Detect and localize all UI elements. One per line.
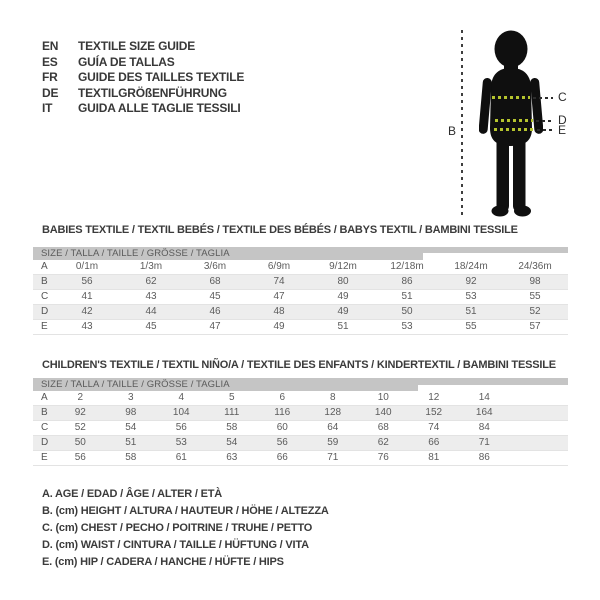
table-cell: 51 (401, 291, 413, 302)
waist-measure-line (495, 119, 533, 122)
babies-table-title: BABIES TEXTILE / TEXTIL BEBÉS / TEXTILE DES BÉBÉS / BABYS TEXTIL / BAMBINI TESSILE (42, 224, 518, 236)
children-table-title: CHILDREN'S TEXTILE / TEXTIL NIÑO/A / TEXTILE DES ENFANTS / KINDERTEXTIL / BAMBINI TESSILE (42, 359, 556, 371)
table-cell: 9/12m (329, 261, 357, 272)
language-text: GUÍA DE TALLAS (78, 54, 175, 69)
table-cell: 49 (273, 321, 285, 332)
table-cell: 71 (478, 437, 490, 448)
table-row-B (33, 275, 568, 290)
figure-label-e: E (558, 123, 566, 137)
language-code: IT (42, 101, 53, 115)
table-cell: 54 (125, 422, 137, 433)
table-cell: 45 (209, 291, 221, 302)
table-cell: 140 (374, 407, 392, 418)
table-cell: 92 (74, 407, 86, 418)
table-cell: 49 (337, 306, 349, 317)
table-cell: 53 (175, 437, 187, 448)
language-text: GUIDE DES TAILLES TEXTILE (78, 70, 245, 84)
table-cell: 18/24m (454, 261, 488, 272)
language-code: DE (42, 85, 59, 100)
row-label: C (41, 422, 49, 433)
language-row-en (42, 39, 244, 55)
table-cell: 92 (465, 276, 477, 287)
table-cell: 49 (337, 291, 349, 302)
table-cell: 58 (125, 452, 137, 463)
table-cell: 56 (175, 422, 187, 433)
table-cell: 66 (428, 437, 440, 448)
table-cell: 86 (478, 452, 490, 463)
table-cell: 50 (401, 306, 413, 317)
table-cell: 3 (127, 392, 134, 403)
table-cell: 55 (529, 291, 541, 302)
figure-label-d: D (558, 113, 567, 127)
table-cell: 80 (337, 276, 349, 287)
figure-label-b: B (448, 124, 456, 138)
table-cell: 68 (209, 276, 221, 287)
hip-measure-line (494, 128, 535, 131)
row-label: D (41, 437, 49, 448)
language-row-es (42, 55, 244, 71)
language-code: EN (42, 39, 59, 53)
table-cell: 76 (377, 452, 389, 463)
language-code: FR (42, 70, 58, 84)
table-cell: 53 (401, 321, 413, 332)
children-size-table (33, 378, 568, 466)
table-cell: 56 (81, 276, 93, 287)
figure-label-c: C (558, 90, 567, 104)
table-row-A (33, 260, 568, 275)
table-cell: 63 (226, 452, 238, 463)
measurement-legend (42, 486, 329, 571)
table-cell: 68 (377, 422, 389, 433)
row-label: C (41, 291, 49, 302)
table-cell: 1/3m (139, 261, 163, 272)
table-cell: 164 (475, 407, 493, 418)
table-cell: 98 (529, 276, 541, 287)
table-cell: 14 (478, 392, 490, 403)
table-cell: 51 (125, 437, 137, 448)
legend-height: B. (cm) HEIGHT / ALTURA / HAUTEUR / HÖHE / ALTEZZA (42, 505, 329, 517)
babies-table-body (33, 260, 568, 335)
table-cell: 2 (77, 392, 84, 403)
table-row-D (33, 305, 568, 320)
table-cell: 46 (209, 306, 221, 317)
children-table-body (33, 391, 568, 466)
child-silhouette-icon (479, 30, 543, 220)
waist-leader-line (536, 120, 554, 122)
table-cell: 128 (324, 407, 342, 418)
row-label: B (41, 407, 48, 418)
table-cell: 43 (81, 321, 93, 332)
table-cell: 81 (428, 452, 440, 463)
table-cell: 64 (327, 422, 339, 433)
row-label: B (41, 276, 48, 287)
table-cell: 84 (478, 422, 490, 433)
table-cell: 59 (327, 437, 339, 448)
table-cell: 51 (337, 321, 349, 332)
table-cell: 5 (228, 392, 235, 403)
table-cell: 47 (209, 321, 221, 332)
legend-age: A. AGE / EDAD / ÂGE / ALTER / ETÀ (42, 488, 223, 500)
table-cell: 48 (273, 306, 285, 317)
language-text: TEXTILGRÖßENFÜHRUNG (78, 85, 227, 100)
table-cell: 74 (273, 276, 285, 287)
table-cell: 8 (329, 392, 336, 403)
table-cell: 53 (465, 291, 477, 302)
language-text: TEXTILE SIZE GUIDE (78, 39, 196, 53)
table-cell: 74 (428, 422, 440, 433)
language-list (42, 39, 244, 117)
language-row-it (42, 101, 244, 117)
table-cell: 0/1m (75, 261, 99, 272)
header-white-notch (423, 253, 568, 260)
language-row-de (42, 86, 244, 102)
table-cell: 51 (465, 306, 477, 317)
row-label: D (41, 306, 49, 317)
table-cell: 52 (74, 422, 86, 433)
row-label: A (41, 392, 48, 403)
table-cell: 152 (425, 407, 443, 418)
chest-measure-line (492, 96, 530, 99)
size-header-label: SIZE / TALLA / TAILLE / GRÖSSE / TAGLIA (41, 248, 230, 259)
row-label: E (41, 452, 48, 463)
table-cell: 43 (145, 291, 157, 302)
table-cell: 62 (377, 437, 389, 448)
height-measure-line (461, 30, 463, 217)
legend-waist: D. (cm) WAIST / CINTURA / TAILLE / HÜFTUNG / VITA (42, 539, 309, 551)
legend-chest: C. (cm) CHEST / PECHO / POITRINE / TRUHE / PETTO (42, 522, 313, 534)
table-cell: 62 (145, 276, 157, 287)
table-row-A (33, 391, 568, 406)
table-cell: 55 (465, 321, 477, 332)
table-cell: 111 (224, 407, 240, 418)
table-cell: 45 (145, 321, 157, 332)
table-cell: 52 (529, 306, 541, 317)
babies-size-table (33, 247, 568, 335)
hip-leader-line (537, 129, 555, 131)
table-cell: 44 (145, 306, 157, 317)
language-code: ES (42, 54, 58, 69)
table-cell: 56 (74, 452, 86, 463)
language-text: GUIDA ALLE TAGLIE TESSILI (78, 101, 241, 115)
table-cell: 6/9m (267, 261, 291, 272)
size-header-label: SIZE / TALLA / TAILLE / GRÖSSE / TAGLIA (41, 379, 230, 390)
table-cell: 10 (377, 392, 389, 403)
table-cell: 3/6m (203, 261, 227, 272)
table-cell: 24/36m (518, 261, 552, 272)
table-cell: 41 (81, 291, 93, 302)
table-cell: 98 (125, 407, 137, 418)
table-cell: 6 (279, 392, 286, 403)
table-cell: 58 (226, 422, 238, 433)
table-row-B (33, 406, 568, 421)
table-cell: 47 (273, 291, 285, 302)
table-cell: 56 (276, 437, 288, 448)
table-cell: 42 (81, 306, 93, 317)
table-cell: 54 (226, 437, 238, 448)
table-cell: 12 (428, 392, 440, 403)
language-row-fr (42, 70, 244, 86)
table-cell: 57 (529, 321, 541, 332)
table-row-C (33, 290, 568, 305)
table-cell: 4 (178, 392, 185, 403)
table-row-E (33, 320, 568, 335)
table-cell: 104 (172, 407, 190, 418)
table-cell: 12/18m (390, 261, 424, 272)
table-cell: 86 (401, 276, 413, 287)
table-cell: 50 (74, 437, 86, 448)
table-cell: 66 (276, 452, 288, 463)
chest-leader-line (533, 97, 553, 99)
table-cell: 116 (274, 407, 291, 418)
legend-hip: E. (cm) HIP / CADERA / HANCHE / HÜFTE / HIPS (42, 556, 284, 568)
table-cell: 60 (276, 422, 288, 433)
table-cell: 71 (327, 452, 339, 463)
table-row-E (33, 451, 568, 466)
table-cell: 61 (175, 452, 187, 463)
row-label: A (41, 261, 48, 272)
table-row-D (33, 436, 568, 451)
table-row-C (33, 421, 568, 436)
row-label: E (41, 321, 48, 332)
